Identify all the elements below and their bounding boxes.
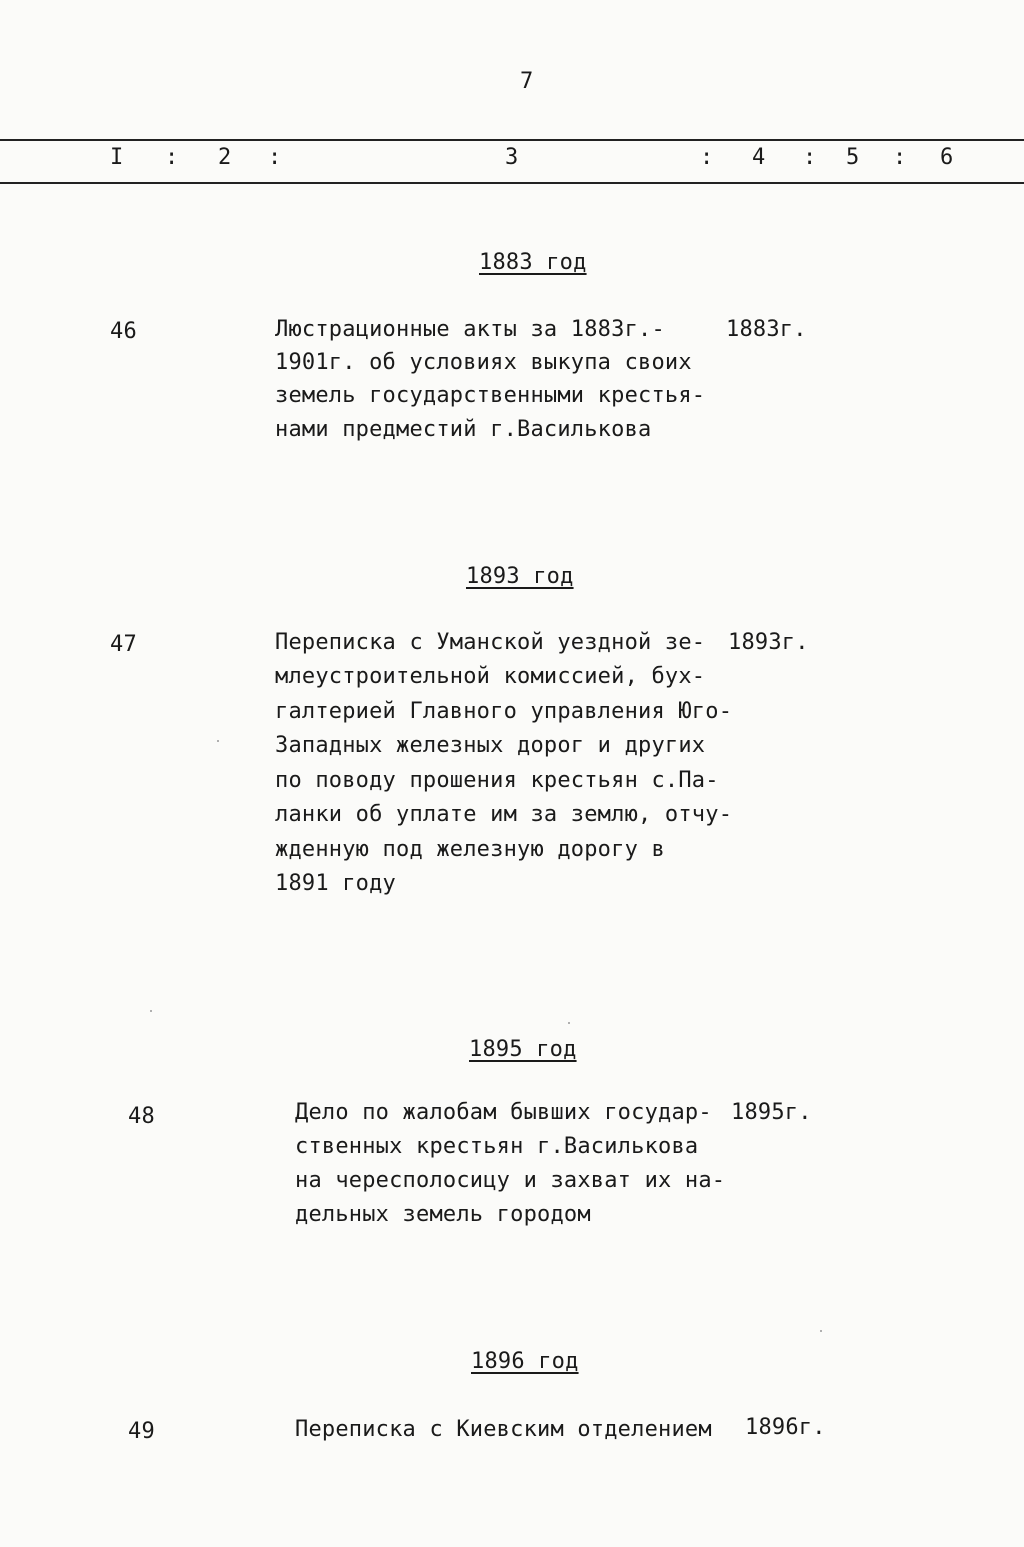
column-6: 6 [940,145,954,170]
entry-line: млеустроительной комиссией, бух- [275,664,706,689]
entry-line: по поводу прошения крестьян с.Па- [275,768,719,793]
column-2: 2 [218,145,232,170]
column-sep: : [803,145,817,170]
column-4: 4 [752,145,766,170]
column-3: 3 [505,145,519,170]
column-sep: : [893,145,907,170]
column-sep: : [268,145,282,170]
page-number: 7 [520,69,534,94]
column-sep: : [165,145,179,170]
entry-line: земель государственными крестья- [275,383,706,408]
entry-number: 47 [110,632,137,657]
year-heading: 1883 год [479,250,587,275]
entry-number: 48 [128,1104,155,1129]
speck [217,740,219,742]
entry-line: на чересполосицу и захват их на- [295,1168,726,1193]
entry-line: Западных железных дорог и других [275,733,706,758]
entry-line: галтерией Главного управления Юго- [275,699,733,724]
entry-line: Люстрационные акты за 1883г.- [275,317,665,342]
column-sep: : [700,145,714,170]
entry-number: 46 [110,319,137,344]
entry-line: Переписка с Уманской уездной зе- [275,630,706,655]
year-heading: 1895 год [469,1037,577,1062]
entry-line: 1901г. об условиях выкупа своих [275,350,692,375]
entry-line: Переписка с Киевским отделением [295,1417,712,1442]
entry-number: 49 [128,1419,155,1444]
column-1: I [110,145,124,170]
entry-line: нами предместий г.Василькова [275,417,652,442]
column-5: 5 [846,145,860,170]
header-bottom-rule [0,182,1024,184]
header-top-rule [0,139,1024,141]
entry-date: 1895г. [731,1100,812,1125]
entry-line: Дело по жалобам бывших государ- [295,1100,712,1125]
entry-date: 1896г. [745,1415,826,1440]
entry-date: 1893г. [728,630,809,655]
entry-date: 1883г. [726,317,807,342]
entry-line: ланки об уплате им за землю, отчу- [275,802,733,827]
speck [150,1010,152,1012]
speck [820,1330,822,1332]
entry-line: 1891 году [275,871,397,896]
year-heading: 1896 год [471,1349,579,1374]
year-heading: 1893 год [466,564,574,589]
entry-line: жденную под железную дорогу в [275,837,665,862]
entry-line: дельных земель городом [295,1202,591,1227]
entry-line: ственных крестьян г.Василькова [295,1134,699,1159]
speck [568,1022,570,1024]
